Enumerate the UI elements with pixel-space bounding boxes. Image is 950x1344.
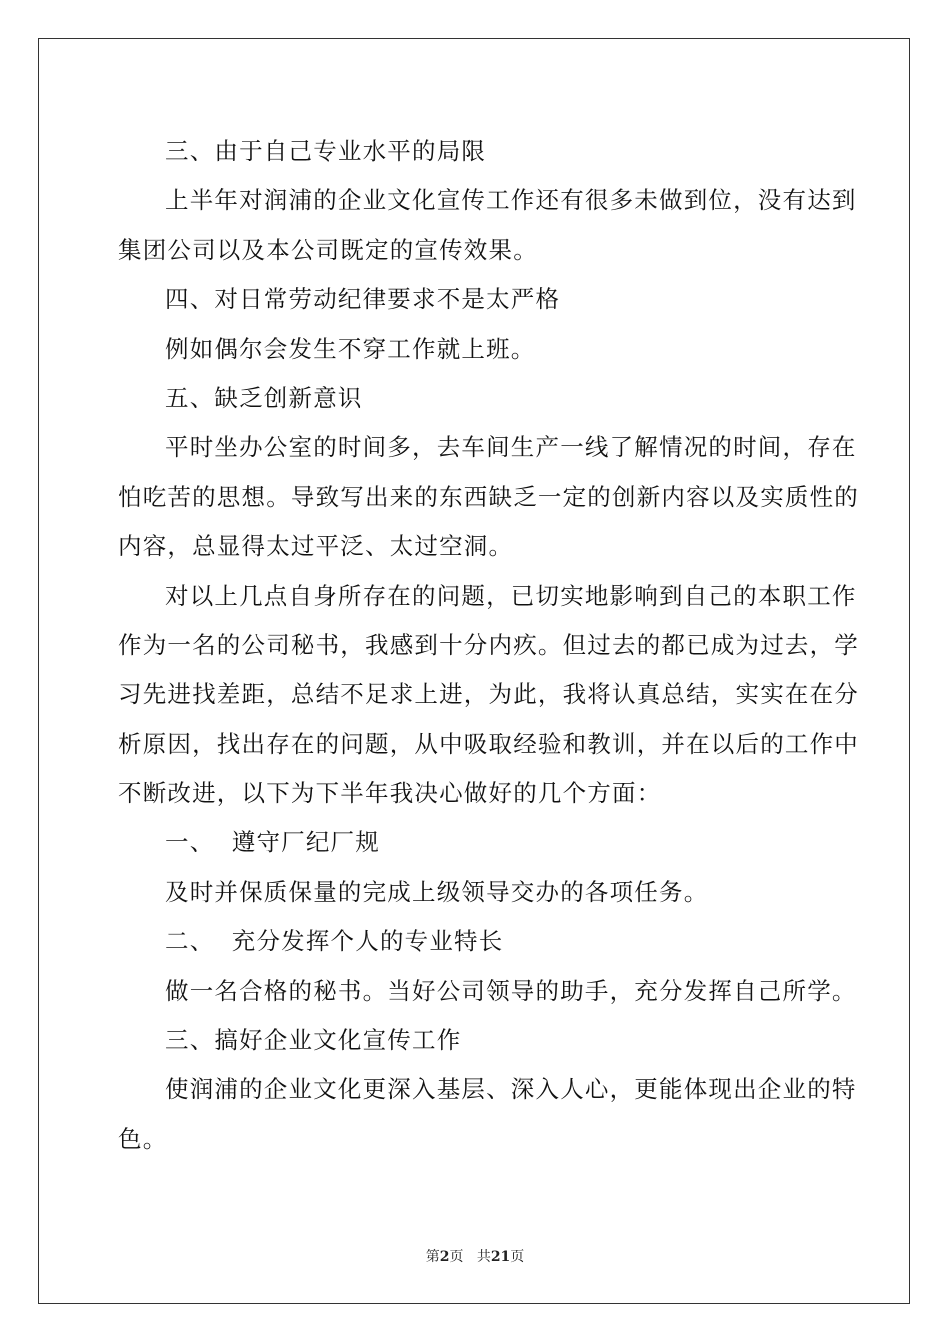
total-label-suffix: 页 bbox=[510, 1249, 525, 1265]
page-number: 2 bbox=[439, 1249, 450, 1265]
text-line: 作为一名的公司秘书，我感到十分内疚。但过去的都已成为过去，学 bbox=[118, 630, 859, 659]
page-footer bbox=[0, 1246, 950, 1266]
text-line: 三、搞好企业文化宣传工作 bbox=[165, 1026, 462, 1055]
total-pages: 21 bbox=[490, 1249, 511, 1265]
text-line: 五、缺乏创新意识 bbox=[165, 383, 363, 412]
text-line: 上半年对润浦的企业文化宣传工作还有很多未做到位，没有达到 bbox=[165, 186, 857, 215]
text-line: 做一名合格的秘书。当好公司领导的助手，充分发挥自己所学。 bbox=[165, 976, 857, 1005]
text-line: 析原因，找出存在的问题，从中吸取经验和教训，并在以后的工作中 bbox=[118, 729, 859, 758]
document-body bbox=[118, 127, 859, 1164]
text-line: 平时坐办公室的时间多，去车间生产一线了解情况的时间，存在 bbox=[165, 433, 857, 462]
text-line: 内容，总显得太过平泛、太过空洞。 bbox=[118, 532, 514, 561]
text-line: 怕吃苦的思想。导致写出来的东西缺乏一定的创新内容以及实质性的 bbox=[118, 482, 859, 511]
total-label-prefix: 共 bbox=[476, 1249, 491, 1265]
text-line: 四、对日常劳动纪律要求不是太严格 bbox=[165, 285, 561, 314]
text-line: 习先进找差距，总结不足求上进，为此，我将认真总结，实实在在分 bbox=[118, 680, 859, 709]
text-line: 例如偶尔会发生不穿工作就上班。 bbox=[165, 334, 536, 363]
text-line: 三、由于自己专业水平的局限 bbox=[165, 137, 487, 165]
text-line: 对以上几点自身所存在的问题，已切实地影响到自己的本职工作 bbox=[165, 581, 857, 610]
page-label-suffix: 页 bbox=[449, 1249, 464, 1265]
text-line: 及时并保质保量的完成上级领导交办的各项任务。 bbox=[165, 877, 709, 906]
text-line: 不断改进，以下为下半年我决心做好的几个方面： bbox=[118, 779, 662, 808]
page-label-prefix: 第 bbox=[425, 1249, 440, 1265]
text-line: 二、 充分发挥个人的专业特长 bbox=[165, 927, 504, 956]
text-line: 使润浦的企业文化更深入基层、深入人心，更能体现出企业的特 bbox=[165, 1075, 857, 1104]
text-line: 集团公司以及本公司既定的宣传效果。 bbox=[118, 235, 538, 264]
text-line: 色。 bbox=[118, 1124, 168, 1153]
text-line: 一、 遵守厂纪厂规 bbox=[165, 828, 380, 857]
